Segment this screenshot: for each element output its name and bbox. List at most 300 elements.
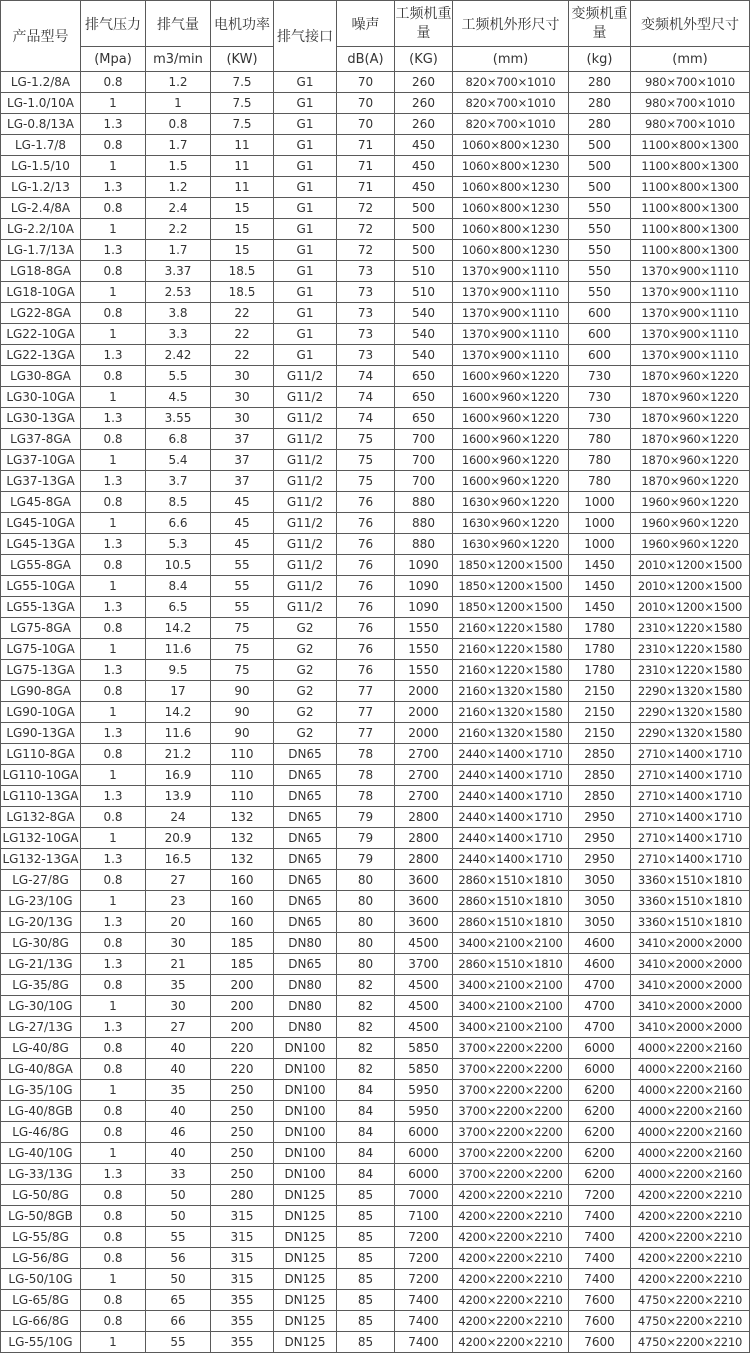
cell-vsd-weight: 7200 bbox=[569, 1185, 631, 1206]
cell-pressure: 1 bbox=[81, 639, 146, 660]
cell-fixed-weight: 4500 bbox=[395, 933, 453, 954]
cell-fixed-weight: 7400 bbox=[395, 1290, 453, 1311]
table-row bbox=[1, 198, 750, 219]
cell-fixed-size: 1060×800×1230 bbox=[453, 177, 569, 198]
cell-outlet: G11/2 bbox=[274, 471, 337, 492]
cell-fixed-size: 2160×1320×1580 bbox=[453, 681, 569, 702]
cell-fixed-size: 1060×800×1230 bbox=[453, 135, 569, 156]
cell-pressure: 1 bbox=[81, 387, 146, 408]
unit-vsd-weight: (kg) bbox=[569, 47, 631, 72]
cell-fixed-weight: 500 bbox=[395, 240, 453, 261]
cell-outlet: DN100 bbox=[274, 1059, 337, 1080]
cell-vsd-weight: 600 bbox=[569, 303, 631, 324]
table-row bbox=[1, 156, 750, 177]
cell-power: 220 bbox=[211, 1038, 274, 1059]
cell-noise: 84 bbox=[337, 1164, 395, 1185]
cell-outlet: DN125 bbox=[274, 1248, 337, 1269]
cell-vsd-size: 2290×1320×1580 bbox=[631, 681, 750, 702]
cell-fixed-size: 2440×1400×1710 bbox=[453, 765, 569, 786]
cell-noise: 74 bbox=[337, 366, 395, 387]
cell-outlet: DN125 bbox=[274, 1185, 337, 1206]
cell-fixed-size: 2160×1320×1580 bbox=[453, 723, 569, 744]
cell-fixed-size: 3700×2200×2200 bbox=[453, 1164, 569, 1185]
cell-fixed-weight: 2700 bbox=[395, 744, 453, 765]
cell-fixed-weight: 2000 bbox=[395, 681, 453, 702]
cell-noise: 76 bbox=[337, 534, 395, 555]
cell-power: 280 bbox=[211, 1185, 274, 1206]
cell-flow: 1.7 bbox=[146, 135, 211, 156]
cell-model: LG-50/10G bbox=[1, 1269, 81, 1290]
cell-flow: 5.3 bbox=[146, 534, 211, 555]
cell-vsd-weight: 780 bbox=[569, 450, 631, 471]
cell-flow: 1 bbox=[146, 93, 211, 114]
cell-model: LG132-13GA bbox=[1, 849, 81, 870]
cell-fixed-size: 4200×2200×2210 bbox=[453, 1290, 569, 1311]
header-row bbox=[1, 1, 750, 47]
cell-fixed-weight: 700 bbox=[395, 450, 453, 471]
cell-outlet: G1 bbox=[274, 303, 337, 324]
cell-model: LG90-8GA bbox=[1, 681, 81, 702]
cell-pressure: 0.8 bbox=[81, 933, 146, 954]
cell-vsd-size: 2710×1400×1710 bbox=[631, 807, 750, 828]
table-row bbox=[1, 1038, 750, 1059]
cell-pressure: 0.8 bbox=[81, 975, 146, 996]
cell-noise: 79 bbox=[337, 849, 395, 870]
cell-vsd-size: 4200×2200×2210 bbox=[631, 1269, 750, 1290]
cell-fixed-size: 2440×1400×1710 bbox=[453, 786, 569, 807]
cell-vsd-weight: 7600 bbox=[569, 1311, 631, 1332]
header-outlet: 排气接口 bbox=[274, 1, 337, 72]
cell-fixed-size: 820×700×1010 bbox=[453, 72, 569, 93]
cell-fixed-size: 1060×800×1230 bbox=[453, 219, 569, 240]
cell-vsd-weight: 2950 bbox=[569, 849, 631, 870]
unit-fixed-size: (mm) bbox=[453, 47, 569, 72]
cell-pressure: 1.3 bbox=[81, 786, 146, 807]
cell-pressure: 1 bbox=[81, 156, 146, 177]
cell-model: LG30-13GA bbox=[1, 408, 81, 429]
table-row bbox=[1, 1248, 750, 1269]
cell-vsd-weight: 1000 bbox=[569, 513, 631, 534]
cell-outlet: DN65 bbox=[274, 870, 337, 891]
cell-fixed-size: 4200×2200×2210 bbox=[453, 1332, 569, 1353]
table-row bbox=[1, 1206, 750, 1227]
cell-vsd-size: 3410×2000×2000 bbox=[631, 975, 750, 996]
cell-outlet: G11/2 bbox=[274, 387, 337, 408]
cell-noise: 77 bbox=[337, 702, 395, 723]
cell-vsd-size: 1370×900×1110 bbox=[631, 261, 750, 282]
cell-fixed-weight: 7200 bbox=[395, 1248, 453, 1269]
cell-fixed-weight: 2800 bbox=[395, 807, 453, 828]
cell-outlet: G2 bbox=[274, 702, 337, 723]
cell-outlet: G11/2 bbox=[274, 492, 337, 513]
cell-pressure: 1 bbox=[81, 450, 146, 471]
cell-fixed-weight: 6000 bbox=[395, 1164, 453, 1185]
cell-vsd-size: 3410×2000×2000 bbox=[631, 954, 750, 975]
cell-power: 355 bbox=[211, 1311, 274, 1332]
cell-noise: 82 bbox=[337, 975, 395, 996]
cell-flow: 8.5 bbox=[146, 492, 211, 513]
cell-fixed-size: 1600×960×1220 bbox=[453, 366, 569, 387]
cell-fixed-size: 4200×2200×2210 bbox=[453, 1248, 569, 1269]
cell-vsd-size: 3360×1510×1810 bbox=[631, 912, 750, 933]
cell-power: 185 bbox=[211, 954, 274, 975]
cell-flow: 17 bbox=[146, 681, 211, 702]
cell-vsd-size: 4000×2200×2160 bbox=[631, 1059, 750, 1080]
cell-fixed-weight: 7000 bbox=[395, 1185, 453, 1206]
cell-flow: 10.5 bbox=[146, 555, 211, 576]
cell-model: LG-21/13G bbox=[1, 954, 81, 975]
cell-fixed-weight: 2000 bbox=[395, 702, 453, 723]
cell-outlet: DN65 bbox=[274, 765, 337, 786]
cell-flow: 20.9 bbox=[146, 828, 211, 849]
cell-vsd-weight: 6000 bbox=[569, 1059, 631, 1080]
cell-outlet: G2 bbox=[274, 681, 337, 702]
cell-outlet: G11/2 bbox=[274, 450, 337, 471]
cell-vsd-size: 2010×1200×1500 bbox=[631, 555, 750, 576]
cell-model: LG22-13GA bbox=[1, 345, 81, 366]
table-row bbox=[1, 240, 750, 261]
header-model: 产品型号 bbox=[1, 1, 81, 72]
cell-flow: 14.2 bbox=[146, 618, 211, 639]
cell-vsd-size: 2710×1400×1710 bbox=[631, 786, 750, 807]
cell-fixed-weight: 700 bbox=[395, 471, 453, 492]
cell-vsd-weight: 3050 bbox=[569, 891, 631, 912]
cell-fixed-size: 1600×960×1220 bbox=[453, 387, 569, 408]
cell-pressure: 1 bbox=[81, 996, 146, 1017]
cell-pressure: 0.8 bbox=[81, 618, 146, 639]
cell-flow: 20 bbox=[146, 912, 211, 933]
cell-vsd-size: 1100×800×1300 bbox=[631, 156, 750, 177]
cell-pressure: 0.8 bbox=[81, 429, 146, 450]
cell-flow: 33 bbox=[146, 1164, 211, 1185]
cell-power: 75 bbox=[211, 639, 274, 660]
cell-fixed-size: 1370×900×1110 bbox=[453, 261, 569, 282]
cell-power: 160 bbox=[211, 912, 274, 933]
cell-noise: 75 bbox=[337, 471, 395, 492]
table-row bbox=[1, 1164, 750, 1185]
cell-model: LG-1.7/13A bbox=[1, 240, 81, 261]
table-row bbox=[1, 849, 750, 870]
table-row bbox=[1, 597, 750, 618]
cell-vsd-weight: 3050 bbox=[569, 912, 631, 933]
cell-model: LG30-10GA bbox=[1, 387, 81, 408]
cell-model: LG18-10GA bbox=[1, 282, 81, 303]
cell-vsd-size: 980×700×1010 bbox=[631, 72, 750, 93]
cell-vsd-size: 980×700×1010 bbox=[631, 114, 750, 135]
cell-fixed-size: 1370×900×1110 bbox=[453, 345, 569, 366]
cell-vsd-weight: 550 bbox=[569, 240, 631, 261]
cell-outlet: DN65 bbox=[274, 891, 337, 912]
cell-vsd-size: 1870×960×1220 bbox=[631, 450, 750, 471]
cell-noise: 73 bbox=[337, 261, 395, 282]
header-vsd-size: 变频机外型尺寸 bbox=[631, 1, 750, 47]
cell-fixed-size: 1370×900×1110 bbox=[453, 282, 569, 303]
cell-outlet: DN100 bbox=[274, 1122, 337, 1143]
cell-vsd-size: 3410×2000×2000 bbox=[631, 1017, 750, 1038]
cell-pressure: 1.3 bbox=[81, 345, 146, 366]
cell-vsd-weight: 780 bbox=[569, 471, 631, 492]
cell-fixed-weight: 880 bbox=[395, 534, 453, 555]
cell-vsd-weight: 2950 bbox=[569, 807, 631, 828]
cell-noise: 74 bbox=[337, 408, 395, 429]
cell-outlet: G11/2 bbox=[274, 366, 337, 387]
cell-vsd-size: 1370×900×1110 bbox=[631, 282, 750, 303]
table-row bbox=[1, 408, 750, 429]
table-row bbox=[1, 1080, 750, 1101]
cell-outlet: G1 bbox=[274, 135, 337, 156]
cell-vsd-weight: 500 bbox=[569, 177, 631, 198]
cell-power: 315 bbox=[211, 1269, 274, 1290]
header-fixed-size: 工频机外形尺寸 bbox=[453, 1, 569, 47]
cell-vsd-size: 2710×1400×1710 bbox=[631, 828, 750, 849]
cell-pressure: 1.3 bbox=[81, 240, 146, 261]
cell-flow: 40 bbox=[146, 1143, 211, 1164]
cell-model: LG-2.2/10A bbox=[1, 219, 81, 240]
cell-pressure: 0.8 bbox=[81, 303, 146, 324]
cell-fixed-size: 1630×960×1220 bbox=[453, 492, 569, 513]
cell-fixed-weight: 540 bbox=[395, 345, 453, 366]
cell-power: 132 bbox=[211, 849, 274, 870]
table-row bbox=[1, 1227, 750, 1248]
cell-model: LG-30/8G bbox=[1, 933, 81, 954]
cell-model: LG-40/10G bbox=[1, 1143, 81, 1164]
cell-outlet: DN65 bbox=[274, 744, 337, 765]
cell-vsd-weight: 2150 bbox=[569, 681, 631, 702]
cell-fixed-size: 3700×2200×2200 bbox=[453, 1080, 569, 1101]
cell-noise: 85 bbox=[337, 1311, 395, 1332]
cell-pressure: 1.3 bbox=[81, 912, 146, 933]
cell-power: 315 bbox=[211, 1206, 274, 1227]
cell-vsd-weight: 7400 bbox=[569, 1248, 631, 1269]
cell-vsd-size: 1870×960×1220 bbox=[631, 387, 750, 408]
cell-power: 37 bbox=[211, 471, 274, 492]
cell-fixed-weight: 1550 bbox=[395, 660, 453, 681]
cell-fixed-weight: 500 bbox=[395, 219, 453, 240]
cell-model: LG-40/8GB bbox=[1, 1101, 81, 1122]
cell-power: 110 bbox=[211, 744, 274, 765]
cell-model: LG45-13GA bbox=[1, 534, 81, 555]
cell-pressure: 1 bbox=[81, 765, 146, 786]
cell-fixed-size: 1630×960×1220 bbox=[453, 534, 569, 555]
cell-vsd-size: 1870×960×1220 bbox=[631, 408, 750, 429]
cell-outlet: DN65 bbox=[274, 786, 337, 807]
cell-outlet: G11/2 bbox=[274, 408, 337, 429]
cell-outlet: G1 bbox=[274, 282, 337, 303]
cell-vsd-size: 2710×1400×1710 bbox=[631, 744, 750, 765]
cell-model: LG-27/8G bbox=[1, 870, 81, 891]
cell-model: LG-33/13G bbox=[1, 1164, 81, 1185]
cell-power: 250 bbox=[211, 1101, 274, 1122]
cell-outlet: DN100 bbox=[274, 1101, 337, 1122]
cell-model: LG75-13GA bbox=[1, 660, 81, 681]
cell-vsd-size: 3360×1510×1810 bbox=[631, 870, 750, 891]
cell-outlet: G1 bbox=[274, 345, 337, 366]
cell-vsd-size: 1960×960×1220 bbox=[631, 513, 750, 534]
cell-noise: 73 bbox=[337, 282, 395, 303]
table-row bbox=[1, 1269, 750, 1290]
cell-outlet: G1 bbox=[274, 324, 337, 345]
cell-fixed-weight: 2700 bbox=[395, 786, 453, 807]
cell-fixed-weight: 5850 bbox=[395, 1059, 453, 1080]
cell-power: 45 bbox=[211, 513, 274, 534]
cell-fixed-weight: 260 bbox=[395, 93, 453, 114]
cell-power: 37 bbox=[211, 429, 274, 450]
cell-vsd-size: 1100×800×1300 bbox=[631, 198, 750, 219]
cell-flow: 9.5 bbox=[146, 660, 211, 681]
cell-power: 45 bbox=[211, 492, 274, 513]
cell-vsd-weight: 6200 bbox=[569, 1101, 631, 1122]
cell-fixed-weight: 3600 bbox=[395, 912, 453, 933]
table-header bbox=[1, 1, 750, 72]
cell-outlet: G2 bbox=[274, 618, 337, 639]
cell-model: LG-40/8GA bbox=[1, 1059, 81, 1080]
cell-power: 250 bbox=[211, 1080, 274, 1101]
cell-power: 22 bbox=[211, 303, 274, 324]
cell-vsd-weight: 780 bbox=[569, 429, 631, 450]
cell-power: 55 bbox=[211, 555, 274, 576]
cell-fixed-weight: 1090 bbox=[395, 597, 453, 618]
unit-noise: dB(A) bbox=[337, 47, 395, 72]
table-row bbox=[1, 534, 750, 555]
cell-model: LG-27/13G bbox=[1, 1017, 81, 1038]
header-fixed-weight: 工频机重量 bbox=[395, 1, 453, 47]
cell-fixed-weight: 2700 bbox=[395, 765, 453, 786]
cell-outlet: DN65 bbox=[274, 849, 337, 870]
cell-noise: 80 bbox=[337, 954, 395, 975]
cell-flow: 21 bbox=[146, 954, 211, 975]
cell-fixed-size: 2440×1400×1710 bbox=[453, 828, 569, 849]
cell-pressure: 1.3 bbox=[81, 177, 146, 198]
cell-noise: 77 bbox=[337, 681, 395, 702]
cell-flow: 2.42 bbox=[146, 345, 211, 366]
cell-fixed-weight: 4500 bbox=[395, 996, 453, 1017]
cell-model: LG90-13GA bbox=[1, 723, 81, 744]
cell-fixed-size: 3700×2200×2200 bbox=[453, 1059, 569, 1080]
cell-fixed-size: 1600×960×1220 bbox=[453, 408, 569, 429]
table-row bbox=[1, 555, 750, 576]
cell-noise: 85 bbox=[337, 1185, 395, 1206]
table-row bbox=[1, 618, 750, 639]
cell-vsd-size: 2710×1400×1710 bbox=[631, 765, 750, 786]
cell-fixed-size: 2860×1510×1810 bbox=[453, 870, 569, 891]
cell-flow: 40 bbox=[146, 1101, 211, 1122]
cell-vsd-size: 4750×2200×2210 bbox=[631, 1332, 750, 1353]
cell-fixed-size: 2860×1510×1810 bbox=[453, 954, 569, 975]
cell-flow: 6.5 bbox=[146, 597, 211, 618]
table-row bbox=[1, 702, 750, 723]
cell-fixed-size: 1850×1200×1500 bbox=[453, 555, 569, 576]
cell-fixed-size: 4200×2200×2210 bbox=[453, 1227, 569, 1248]
cell-power: 200 bbox=[211, 1017, 274, 1038]
cell-pressure: 0.8 bbox=[81, 681, 146, 702]
cell-flow: 2.4 bbox=[146, 198, 211, 219]
cell-outlet: DN65 bbox=[274, 912, 337, 933]
cell-pressure: 0.8 bbox=[81, 1122, 146, 1143]
cell-power: 15 bbox=[211, 198, 274, 219]
cell-vsd-weight: 2850 bbox=[569, 765, 631, 786]
table-row bbox=[1, 576, 750, 597]
cell-flow: 24 bbox=[146, 807, 211, 828]
cell-vsd-weight: 6000 bbox=[569, 1038, 631, 1059]
cell-power: 250 bbox=[211, 1122, 274, 1143]
table-row bbox=[1, 912, 750, 933]
cell-fixed-weight: 1090 bbox=[395, 555, 453, 576]
table-row bbox=[1, 1311, 750, 1332]
cell-outlet: G1 bbox=[274, 198, 337, 219]
cell-pressure: 0.8 bbox=[81, 1248, 146, 1269]
cell-pressure: 1.3 bbox=[81, 1164, 146, 1185]
cell-noise: 80 bbox=[337, 912, 395, 933]
cell-noise: 78 bbox=[337, 786, 395, 807]
cell-outlet: G1 bbox=[274, 93, 337, 114]
cell-fixed-size: 2440×1400×1710 bbox=[453, 849, 569, 870]
table-row bbox=[1, 1101, 750, 1122]
cell-fixed-weight: 540 bbox=[395, 303, 453, 324]
cell-vsd-size: 2310×1220×1580 bbox=[631, 639, 750, 660]
cell-power: 15 bbox=[211, 240, 274, 261]
cell-noise: 71 bbox=[337, 135, 395, 156]
cell-fixed-size: 1060×800×1230 bbox=[453, 156, 569, 177]
cell-power: 355 bbox=[211, 1290, 274, 1311]
cell-fixed-weight: 7400 bbox=[395, 1311, 453, 1332]
cell-flow: 3.8 bbox=[146, 303, 211, 324]
cell-vsd-weight: 2150 bbox=[569, 723, 631, 744]
cell-vsd-size: 2310×1220×1580 bbox=[631, 618, 750, 639]
cell-model: LG132-10GA bbox=[1, 828, 81, 849]
cell-vsd-weight: 1780 bbox=[569, 660, 631, 681]
cell-fixed-weight: 5950 bbox=[395, 1101, 453, 1122]
cell-vsd-size: 1960×960×1220 bbox=[631, 534, 750, 555]
cell-pressure: 0.8 bbox=[81, 261, 146, 282]
cell-fixed-size: 3700×2200×2200 bbox=[453, 1122, 569, 1143]
cell-model: LG45-8GA bbox=[1, 492, 81, 513]
cell-noise: 71 bbox=[337, 177, 395, 198]
cell-vsd-weight: 4700 bbox=[569, 996, 631, 1017]
cell-outlet: DN125 bbox=[274, 1311, 337, 1332]
cell-flow: 1.5 bbox=[146, 156, 211, 177]
cell-flow: 4.5 bbox=[146, 387, 211, 408]
cell-vsd-size: 2010×1200×1500 bbox=[631, 576, 750, 597]
cell-noise: 85 bbox=[337, 1227, 395, 1248]
cell-fixed-weight: 2800 bbox=[395, 849, 453, 870]
cell-vsd-weight: 500 bbox=[569, 156, 631, 177]
cell-outlet: DN80 bbox=[274, 933, 337, 954]
cell-fixed-weight: 6000 bbox=[395, 1143, 453, 1164]
cell-fixed-weight: 500 bbox=[395, 198, 453, 219]
cell-model: LG-2.4/8A bbox=[1, 198, 81, 219]
cell-pressure: 1.3 bbox=[81, 534, 146, 555]
cell-noise: 71 bbox=[337, 156, 395, 177]
table-row bbox=[1, 345, 750, 366]
table-row bbox=[1, 807, 750, 828]
cell-fixed-size: 4200×2200×2210 bbox=[453, 1206, 569, 1227]
cell-model: LG110-8GA bbox=[1, 744, 81, 765]
cell-power: 22 bbox=[211, 345, 274, 366]
cell-model: LG-20/13G bbox=[1, 912, 81, 933]
cell-vsd-size: 1870×960×1220 bbox=[631, 429, 750, 450]
cell-fixed-size: 2860×1510×1810 bbox=[453, 891, 569, 912]
cell-fixed-size: 820×700×1010 bbox=[453, 114, 569, 135]
cell-noise: 76 bbox=[337, 618, 395, 639]
cell-pressure: 1.3 bbox=[81, 954, 146, 975]
cell-flow: 55 bbox=[146, 1332, 211, 1353]
cell-model: LG-50/8GB bbox=[1, 1206, 81, 1227]
table-row bbox=[1, 114, 750, 135]
cell-flow: 35 bbox=[146, 975, 211, 996]
cell-vsd-size: 2310×1220×1580 bbox=[631, 660, 750, 681]
cell-pressure: 0.8 bbox=[81, 1227, 146, 1248]
cell-fixed-weight: 540 bbox=[395, 324, 453, 345]
